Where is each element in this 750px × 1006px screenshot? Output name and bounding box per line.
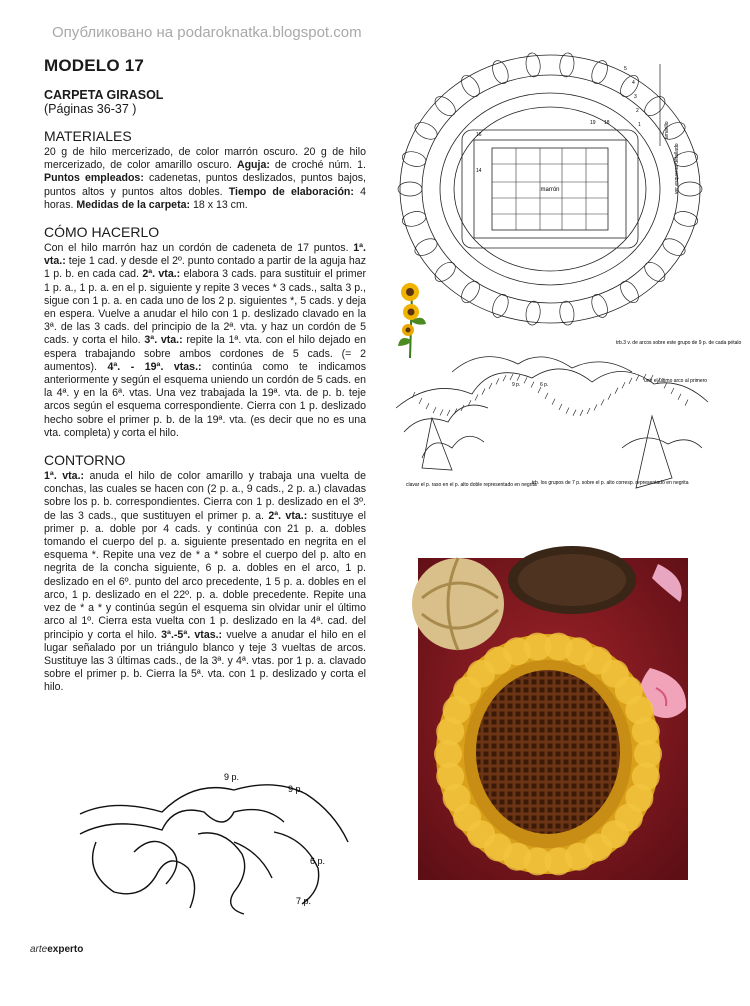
stitch-mark <box>629 378 632 384</box>
doily-photo-image <box>418 558 688 880</box>
stitch-mark <box>559 404 562 410</box>
row-num: 4 <box>632 80 635 86</box>
stitch-mark <box>545 393 548 399</box>
note-bottom: trb. los grupos de 7 p. sobre el p. alto corresp. representado en negrita <box>532 480 689 486</box>
petal-arc <box>678 182 702 196</box>
stitch-mark <box>594 404 597 410</box>
stitch-count: 9 p. <box>288 784 304 794</box>
note-top: trb.3 v. de arcos sobre este grupo de 9 p. de cada pétalo <box>616 340 742 346</box>
instructions-text: Con el hilo marrón haz un cordón de cadeneta de 17 puntos. 1ª. vta.: teje 1 cad. y desde el 2º. punto contado a partir de la aguja haz 1 p. b. en cada cad. 2ª. vta.: elabora 3 cads. para sustituir el primer 1 p. a., 1 p. a. en el p. siguiente y repite 3 veces * 3 cads., salta 3 p., sigue con 1 p. a. en cada uno de los 2 p. siguientes *, 5 cads. y deja en espera. Vuelve a anudar el hilo con 1 p. deslizado clavado en la 3ª. de las 3 cads. del principio de la 2ª. vta. y haz un cordón de 5 cads. y corta el hilo. 3ª. vta.: repite la 1ª. vta. con el hilo dejado en espera trabajando sobre ambos cordones de 5 cads. (= 2 aumentos). 4ª. - 19ª. vtas.: continúa como te indicamos anteriormente y según el esquema uniendo un cordón de 5 cads. en la 4ª. y en la 6ª. vtas. Una vez trabajada la 19ª. vta. de p. b. teje arcos según el esquema correspondiente. Cierra con 1 p. deslizado hecho sobre el primer p. b. de la 19ª. vta. (es decir que no es una vta. completa) y corta el hilo. <box>44 242 366 439</box>
petal-arc <box>432 259 459 285</box>
row-num: 18 <box>604 120 610 126</box>
petal-arc <box>412 235 440 259</box>
materials-heading: MATERIALES <box>44 128 132 144</box>
petal-arc <box>458 72 483 100</box>
stitch-mark <box>440 409 443 415</box>
petal-arc <box>660 235 688 259</box>
stitch-mark <box>489 383 492 389</box>
stitch-mark <box>601 399 604 405</box>
border-chart <box>392 338 742 518</box>
stitch-mark <box>419 398 422 404</box>
stitch-mark <box>524 377 527 383</box>
petal-arc <box>432 93 459 119</box>
petal-arc <box>673 209 700 228</box>
ruffle <box>632 718 660 746</box>
row-num: 2 <box>636 108 639 114</box>
petal-arc <box>401 149 428 168</box>
row-num: 14 <box>476 168 482 174</box>
stitch-mark <box>566 408 569 414</box>
stitch-mark <box>503 375 506 381</box>
row-num: 3 <box>634 94 637 100</box>
model-heading: MODELO 17 <box>44 56 145 75</box>
petal-arc <box>641 93 668 119</box>
stitch-mark <box>552 399 555 405</box>
page-reference: (Páginas 36-37 ) <box>44 102 137 116</box>
stitch-mark <box>447 410 450 416</box>
text-column <box>44 56 366 707</box>
stitch-mark <box>433 407 436 413</box>
petal-arc <box>412 119 440 143</box>
stitch-mark <box>580 410 583 416</box>
stitch-mark <box>608 394 611 400</box>
stitch-count: 9 p. <box>512 382 521 388</box>
stitch-mark <box>426 403 429 409</box>
petal-arc <box>401 209 428 228</box>
stitch-mark <box>678 394 681 400</box>
border-outline-drawing <box>74 772 358 922</box>
stitch-mark <box>475 395 478 401</box>
stitch-mark <box>510 374 513 380</box>
petal-arc <box>617 72 642 100</box>
row-num: 1 <box>638 122 641 128</box>
yellow-label: amarillo <box>664 121 670 139</box>
stitch-mark <box>587 408 590 414</box>
border-text: 1ª. vta.: anuda el hilo de color amarillo y trabaja una vuelta de conchas, las cuales se hacen con (2 p. a., 9 cads., 2 p. a.) clavadas sobre los p. b. correspondientes. Cierra con 1 p. deslizado en el 3º. de las 3 cads., que sustituyen el primer p. a. 2ª. vta.: sustituye el primer p. a. doble por 4 cads. y continúa con 21 p. a. dobles tomando el cuerpo del p. a. siguiente presentado en negrita en el esquema *. Repite una vez de * a * sobre el cuerpo del p. alto en negrita de la concha siguiente, 6 p. a. dobles en el arco, 1 p. deslizado en el 6º. punto del arco precedente, 1 5 p. a. dobles en el arco, 1 p. deslizado en el 22º. p. a. doble precedente. Repite una vez de * a * y continúa según el esquema sin olvidar unir el último arco al 1º. Cierra esta vuelta con 1 p. deslizado en la 4ª. cad. del principio y corta el hilo. 3ª.-5ª. vtas.: vuelve a anudar el hilo en el lugar señalado por un triángulo blanco y teje 3 vueltas de arcos. Sustituye las 3 últimas cads., de la 3ª. y 4ª. vtas. por 1 p. a. clavado sobre el primer p. b. Cierra la 5ª. vta. con 1 p. deslizado y corta el hilo. <box>44 470 366 694</box>
row-num: 5 <box>624 66 627 72</box>
stitch-mark <box>636 375 639 381</box>
stitch-count: 9 p. <box>224 772 240 782</box>
doily-photo <box>418 558 688 880</box>
petal-arc <box>617 278 642 306</box>
stitch-mark <box>615 388 618 394</box>
stitch-count: 6 p. <box>540 382 549 388</box>
row-num: 16 <box>476 132 482 138</box>
stitch-mark <box>496 378 499 384</box>
stitch-mark <box>573 410 576 416</box>
petal-arc <box>458 278 483 306</box>
note-left: clavar el p. raso en el p. alto doble representado en negrita <box>406 482 537 488</box>
border-heading: CONTORNO <box>44 452 126 469</box>
start-label: ver esquema detallado <box>674 143 680 194</box>
petal-arc <box>641 259 668 285</box>
stitch-mark <box>412 392 415 398</box>
doily-chart <box>392 44 712 336</box>
publisher-logo: arteexperto <box>30 944 84 955</box>
pattern-title: CARPETA GIRASOL <box>44 88 164 102</box>
stitch-mark <box>622 382 625 388</box>
stitch-mark <box>482 389 485 395</box>
stitch-mark <box>671 388 674 394</box>
stitch-mark <box>517 375 520 381</box>
note-right: unir el último arco al primero <box>644 378 708 384</box>
petal-arc <box>398 182 422 196</box>
stitch-count: 7 p. <box>296 896 312 906</box>
materials-text: 20 g de hilo mercerizado, de color marrón oscuro. 20 g de hilo mercerizado, de color amarillo oscuro. Aguja: de croché núm. 1. Puntos empleados: cadenetas, puntos deslizados, puntos bajos, puntos altos y puntos altos dobles. Tiempo de elaboración: 4 horas. Medidas de la carpeta: 18 x 13 cm. <box>44 146 366 211</box>
row-num: 19 <box>590 120 596 126</box>
stitch-mark <box>531 382 534 388</box>
stitch-mark <box>685 400 688 406</box>
watermark-text: Опубликовано на podaroknatka.blogspot.com <box>52 24 362 41</box>
center-label: marrón <box>540 187 560 193</box>
instructions-heading: CÓMO HACERLO <box>44 224 160 241</box>
stitch-count: 6 p. <box>310 856 326 866</box>
